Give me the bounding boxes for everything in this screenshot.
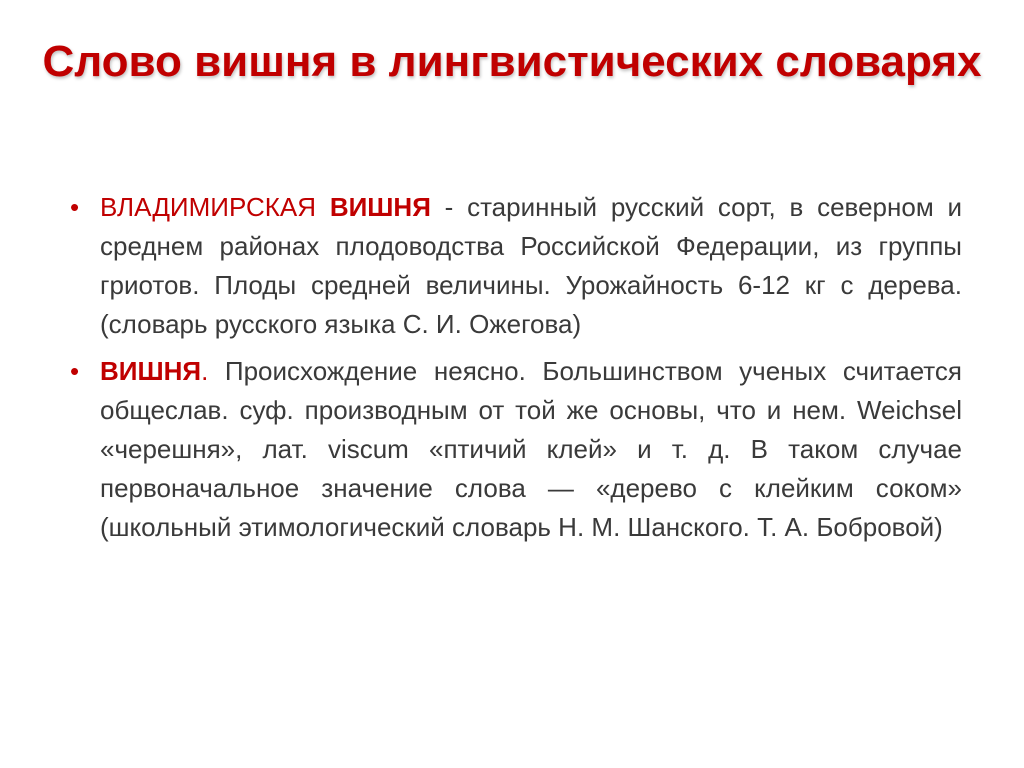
entry-definition: Происхождение неясно. Большинством ученых считается общеслав. суф. производным от той же основы, что и нем. Weichsel «черешня», лат. viscum «птичий клей» и т. д. В таком случае первоначальное значение слова — «дерево с клейким соком» (школьный этимологический словарь Н. М. Шанского. Т. А. Бобровой) bbox=[100, 356, 962, 542]
entry-term-prefix: ВЛАДИМИРСКАЯ bbox=[100, 192, 317, 222]
slide-title: Слово вишня в лингвистических словарях bbox=[42, 37, 982, 86]
entry-term: ВИШНЯ bbox=[100, 356, 202, 386]
dictionary-entry-shansky bbox=[70, 352, 962, 547]
bullet-dot-icon: • bbox=[70, 192, 80, 222]
bullet-list bbox=[70, 188, 962, 555]
entry-definition: - старинный русский сорт, в северном и среднем районах плодоводства Российской Федерации, из группы гриотов. Плоды средней величины. Урожайность 6-12 кг с дерева. (словарь русского языка С. И. Ожегова) bbox=[100, 192, 962, 339]
dictionary-entry-ozhegov bbox=[70, 188, 962, 344]
bullet-dot-icon: • bbox=[70, 356, 80, 386]
entry-term: ВИШНЯ bbox=[329, 192, 431, 222]
entry-term-suffix: . bbox=[201, 356, 209, 386]
